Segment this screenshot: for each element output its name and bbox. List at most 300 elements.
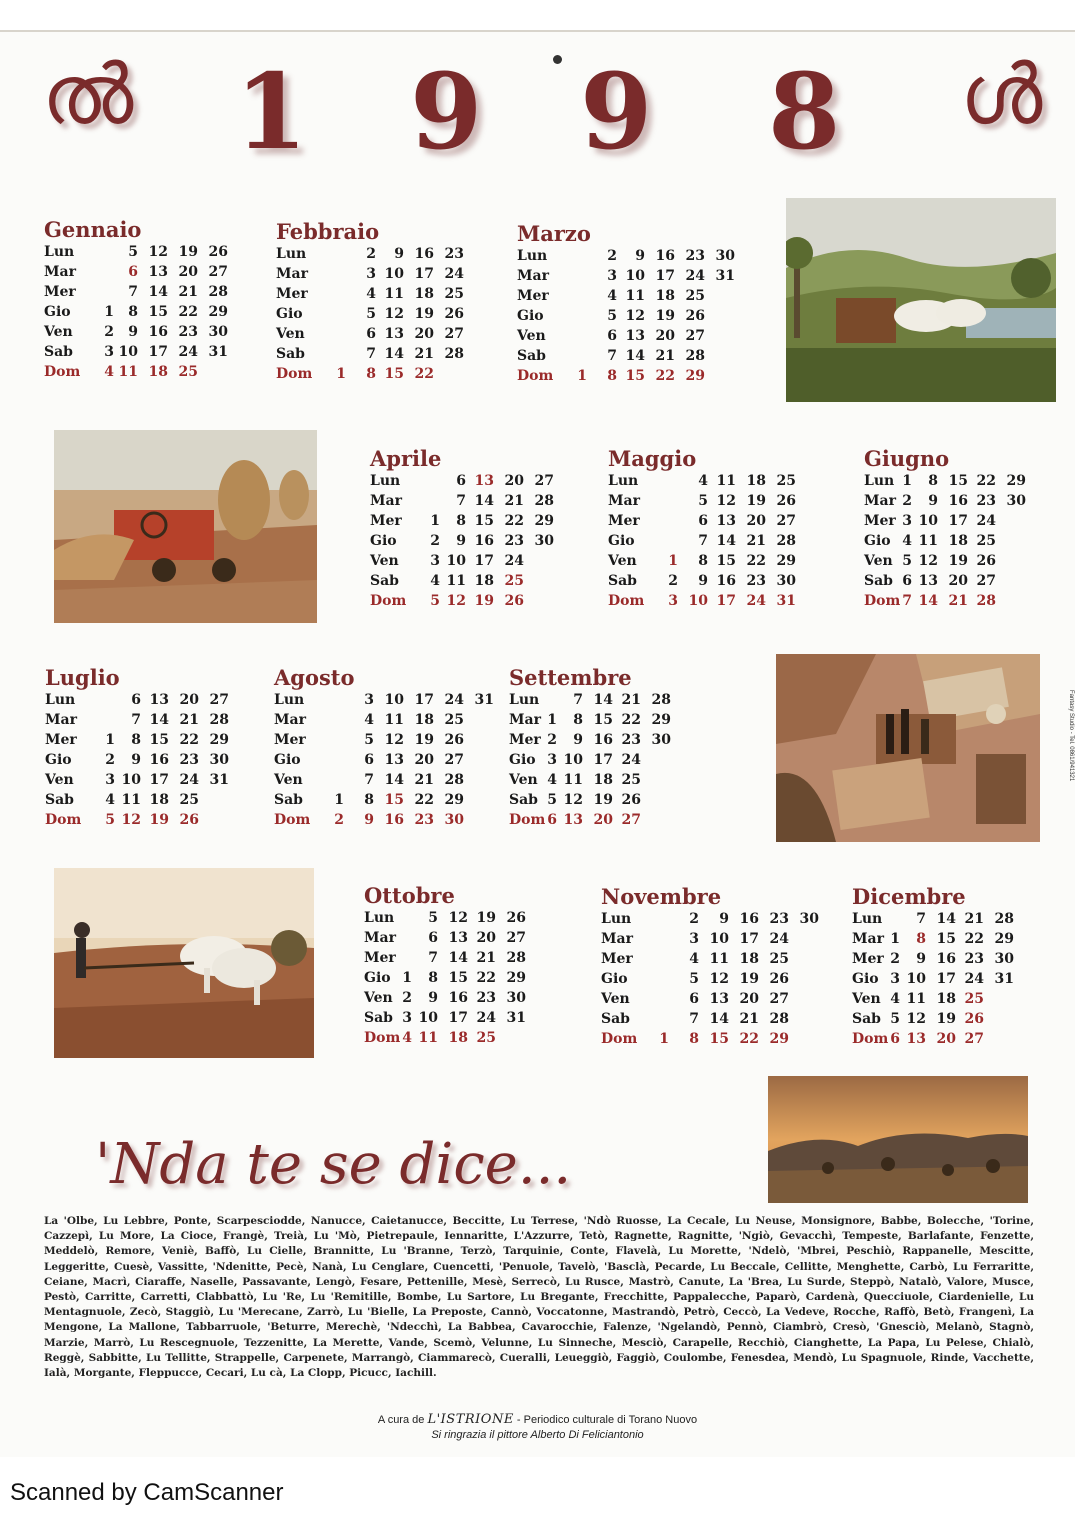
day-name: Gio: [517, 308, 544, 324]
month-maggio: [608, 446, 796, 611]
week-row: [274, 770, 464, 790]
week-row: [517, 326, 705, 346]
week-row: [45, 710, 229, 730]
date-cell: 16: [655, 248, 675, 264]
date-cell: 10: [625, 268, 645, 284]
date-cell: 19: [414, 306, 434, 322]
date-cell: 27: [209, 692, 229, 708]
date-cell: 14: [936, 911, 956, 927]
week-row: [276, 304, 464, 324]
day-name: Sab: [864, 573, 893, 589]
week-row: [852, 1009, 984, 1029]
day-name: Mer: [864, 513, 896, 529]
date-cell: 4: [890, 991, 900, 1007]
date-cell: 21: [746, 533, 766, 549]
week-row: [276, 324, 464, 344]
date-cell: 29: [209, 732, 229, 748]
week-row: [509, 790, 641, 810]
date-cell: 5: [364, 732, 374, 748]
date-cell: 13: [384, 326, 404, 342]
date-cell: 31: [209, 772, 229, 788]
week-row: [44, 302, 228, 322]
date-cell: 16: [149, 752, 169, 768]
week-row: [364, 908, 526, 928]
date-cell: 2: [890, 951, 900, 967]
date-cell: 14: [149, 712, 169, 728]
day-name: Dom: [852, 1031, 889, 1047]
date-cell: 11: [384, 286, 404, 302]
week-row: [601, 1009, 789, 1029]
month-dicembre: [852, 884, 1014, 1049]
day-name: Gio: [364, 970, 391, 986]
date-cell: 21: [655, 348, 675, 364]
week-row: [509, 710, 671, 730]
week-row: [517, 306, 705, 326]
day-name: Gio: [509, 752, 536, 768]
date-cell: 7: [456, 493, 466, 509]
week-row: [864, 471, 1026, 491]
day-name: Dom: [864, 593, 901, 609]
week-row: [364, 948, 526, 968]
date-cell: 11: [418, 1030, 438, 1046]
day-name: Gio: [370, 533, 397, 549]
date-cell: 29: [769, 1031, 789, 1047]
week-row: [364, 968, 526, 988]
date-cell: 20: [746, 513, 766, 529]
week-row: [601, 909, 819, 929]
date-cell: 11: [121, 792, 141, 808]
date-cell: 19: [149, 812, 169, 828]
date-cell: 13: [918, 573, 938, 589]
painting-ox-cart: [786, 198, 1056, 402]
date-cell: 8: [428, 970, 438, 986]
day-name: Dom: [601, 1031, 638, 1047]
week-row: [852, 949, 1014, 969]
date-cell: 17: [936, 971, 956, 987]
week-row: [276, 364, 434, 384]
date-cell: 6: [689, 991, 699, 1007]
date-cell: 1: [577, 368, 587, 384]
date-cell: 4: [364, 712, 374, 728]
date-cell: 24: [769, 931, 789, 947]
date-cell: 9: [394, 246, 404, 262]
date-cell: 21: [504, 493, 524, 509]
date-cell: 4: [698, 473, 708, 489]
date-cell: 25: [685, 288, 705, 304]
date-cell: 26: [769, 971, 789, 987]
month-name: Marzo: [517, 221, 591, 246]
day-name: Ven: [44, 324, 73, 340]
day-name: Sab: [370, 573, 399, 589]
day-name: Dom: [44, 364, 81, 380]
week-row: [509, 690, 671, 710]
date-cell: 24: [685, 268, 705, 284]
week-row: [274, 810, 464, 830]
month-name: Settembre: [509, 665, 632, 690]
day-name: Gio: [274, 752, 301, 768]
day-name: Mar: [44, 264, 76, 280]
date-cell: 27: [964, 1031, 984, 1047]
date-cell: 22: [179, 732, 199, 748]
week-row: [364, 988, 526, 1008]
day-name: Sab: [517, 348, 546, 364]
date-cell: 18: [655, 288, 675, 304]
day-name: Mar: [274, 712, 306, 728]
date-cell: 12: [384, 732, 404, 748]
date-cell: 14: [918, 593, 938, 609]
date-cell: 28: [444, 346, 464, 362]
date-cell: 13: [384, 752, 404, 768]
date-cell: 6: [607, 328, 617, 344]
date-cell: 21: [179, 712, 199, 728]
week-row: [370, 471, 554, 491]
date-cell: 12: [448, 910, 468, 926]
date-cell: 1: [890, 931, 900, 947]
day-name: Dom: [509, 812, 546, 828]
date-cell: 26: [621, 792, 641, 808]
date-cell: 9: [364, 812, 374, 828]
week-row: [601, 929, 789, 949]
week-row: [517, 366, 705, 386]
date-cell: 12: [906, 1011, 926, 1027]
date-cell: 2: [689, 911, 699, 927]
date-cell: 23: [964, 951, 984, 967]
date-cell: 2: [668, 573, 678, 589]
date-cell: 15: [716, 553, 736, 569]
date-cell: 20: [504, 473, 524, 489]
date-cell: 23: [414, 812, 434, 828]
date-cell: 2: [902, 493, 912, 509]
date-cell: 8: [366, 366, 376, 382]
week-row: [364, 1008, 526, 1028]
date-cell: 4: [104, 364, 114, 380]
date-cell: 4: [366, 286, 376, 302]
week-row: [509, 810, 641, 830]
week-row: [44, 282, 228, 302]
day-name: Mer: [509, 732, 541, 748]
date-cell: 16: [474, 533, 494, 549]
date-cell: 26: [685, 308, 705, 324]
date-cell: 13: [709, 991, 729, 1007]
date-cell: 5: [105, 812, 115, 828]
date-cell: 26: [208, 244, 228, 260]
year-digit-3: 9: [580, 50, 653, 173]
date-cell: 20: [476, 930, 496, 946]
date-cell: 6: [428, 930, 438, 946]
date-cell: 7: [128, 284, 138, 300]
year-digit-2: 9: [410, 50, 483, 173]
month-settembre: [509, 665, 671, 830]
date-cell: 27: [506, 930, 526, 946]
date-cell: 25: [179, 792, 199, 808]
date-cell: 29: [651, 712, 671, 728]
day-name: Gio: [601, 971, 628, 987]
date-cell: 10: [384, 266, 404, 282]
date-cell: 23: [621, 732, 641, 748]
day-name: Mar: [370, 493, 402, 509]
date-cell: 7: [607, 348, 617, 364]
date-cell: 13: [716, 513, 736, 529]
date-cell: 31: [994, 971, 1014, 987]
painting-sunset-landscape: [768, 1076, 1028, 1203]
day-name: Dom: [276, 366, 313, 382]
date-cell: 2: [607, 248, 617, 264]
date-cell: 28: [208, 284, 228, 300]
date-cell: 5: [430, 593, 440, 609]
week-row: [517, 286, 705, 306]
date-cell: 11: [446, 573, 466, 589]
day-name: Mar: [852, 931, 884, 947]
credit-thanks: Si ringrazia il pittore Alberto Di Feliciantonio: [431, 1429, 644, 1441]
day-name: Mar: [608, 493, 640, 509]
date-cell: 11: [118, 364, 138, 380]
painting-ploughing: [54, 868, 314, 1058]
date-cell: 24: [476, 1010, 496, 1026]
date-cell: 16: [414, 246, 434, 262]
date-cell: 27: [444, 752, 464, 768]
date-cell: 22: [655, 368, 675, 384]
date-cell: 15: [709, 1031, 729, 1047]
date-cell: 20: [936, 1031, 956, 1047]
date-cell: 18: [948, 533, 968, 549]
date-cell: 19: [178, 244, 198, 260]
date-cell: 13: [149, 692, 169, 708]
date-cell: 5: [366, 306, 376, 322]
week-row: [274, 690, 494, 710]
date-cell: 29: [444, 792, 464, 808]
date-cell: 31: [474, 692, 494, 708]
date-cell: 24: [444, 266, 464, 282]
day-name: Sab: [276, 346, 305, 362]
week-row: [276, 344, 464, 364]
date-cell: 15: [474, 513, 494, 529]
date-cell: 15: [936, 931, 956, 947]
date-cell: 16: [936, 951, 956, 967]
date-cell: 1: [659, 1031, 669, 1047]
date-cell: 1: [430, 513, 440, 529]
date-cell: 26: [444, 732, 464, 748]
date-cell: 8: [689, 1031, 699, 1047]
week-row: [44, 242, 228, 262]
date-cell: 29: [776, 553, 796, 569]
month-name: Aprile: [370, 446, 442, 471]
date-cell: 2: [366, 246, 376, 262]
date-cell: 19: [746, 493, 766, 509]
date-cell: 16: [448, 990, 468, 1006]
week-row: [509, 770, 641, 790]
date-cell: 14: [448, 950, 468, 966]
date-cell: 18: [474, 573, 494, 589]
date-cell: 18: [936, 991, 956, 1007]
day-name: Gio: [276, 306, 303, 322]
week-row: [509, 750, 641, 770]
date-cell: 10: [384, 692, 404, 708]
date-cell: 21: [178, 284, 198, 300]
date-cell: 28: [444, 772, 464, 788]
date-cell: 9: [456, 533, 466, 549]
month-aprile: [370, 446, 554, 611]
date-cell: 8: [573, 712, 583, 728]
date-cell: 21: [621, 692, 641, 708]
date-cell: 15: [384, 792, 404, 808]
day-name: Mer: [45, 732, 77, 748]
date-cell: 28: [769, 1011, 789, 1027]
date-cell: 5: [128, 244, 138, 260]
date-cell: 22: [976, 473, 996, 489]
date-cell: 30: [534, 533, 554, 549]
day-name: Gio: [864, 533, 891, 549]
date-cell: 15: [149, 732, 169, 748]
week-row: [276, 264, 464, 284]
date-cell: 25: [444, 286, 464, 302]
date-cell: 14: [474, 493, 494, 509]
date-cell: 28: [651, 692, 671, 708]
date-cell: 19: [948, 553, 968, 569]
date-cell: 8: [607, 368, 617, 384]
date-cell: 7: [131, 712, 141, 728]
date-cell: 9: [428, 990, 438, 1006]
date-cell: 16: [593, 732, 613, 748]
week-row: [274, 750, 464, 770]
date-cell: 14: [709, 1011, 729, 1027]
date-cell: 5: [428, 910, 438, 926]
date-cell: 24: [178, 344, 198, 360]
date-cell: 28: [976, 593, 996, 609]
date-cell: 28: [776, 533, 796, 549]
date-cell: 8: [128, 304, 138, 320]
date-cell: 6: [902, 573, 912, 589]
date-cell: 24: [746, 593, 766, 609]
date-cell: 9: [916, 951, 926, 967]
month-name: Giugno: [864, 446, 950, 471]
date-cell: 4: [902, 533, 912, 549]
date-cell: 5: [607, 308, 617, 324]
credit-block: [0, 1412, 1075, 1443]
month-name: Gennaio: [44, 217, 142, 242]
date-cell: 20: [948, 573, 968, 589]
day-name: Ven: [370, 553, 399, 569]
date-cell: 26: [964, 1011, 984, 1027]
week-row: [608, 571, 796, 591]
date-cell: 26: [506, 910, 526, 926]
day-name: Lun: [509, 692, 540, 708]
studio-side-label: Fantasy Studio - Tel. 0861/941321: [1068, 690, 1074, 782]
date-cell: 19: [474, 593, 494, 609]
date-cell: 12: [563, 792, 583, 808]
date-cell: 3: [890, 971, 900, 987]
date-cell: 12: [148, 244, 168, 260]
date-cell: 18: [414, 286, 434, 302]
date-cell: 15: [148, 304, 168, 320]
date-cell: 1: [668, 553, 678, 569]
week-row: [608, 551, 796, 571]
week-row: [601, 1029, 789, 1049]
date-cell: 28: [994, 911, 1014, 927]
date-cell: 8: [131, 732, 141, 748]
date-cell: 14: [593, 692, 613, 708]
day-name: Mar: [509, 712, 541, 728]
date-cell: 30: [208, 324, 228, 340]
date-cell: 11: [906, 991, 926, 1007]
date-cell: 22: [964, 931, 984, 947]
date-cell: 29: [994, 931, 1014, 947]
day-name: Lun: [852, 911, 883, 927]
date-cell: 13: [474, 473, 494, 489]
date-cell: 12: [716, 493, 736, 509]
date-cell: 9: [131, 752, 141, 768]
date-cell: 25: [769, 951, 789, 967]
week-row: [852, 1029, 984, 1049]
date-cell: 19: [936, 1011, 956, 1027]
date-cell: 20: [593, 812, 613, 828]
week-row: [45, 810, 199, 830]
week-row: [274, 790, 464, 810]
date-cell: 1: [334, 792, 344, 808]
date-cell: 23: [178, 324, 198, 340]
date-cell: 5: [547, 792, 557, 808]
week-row: [852, 969, 1014, 989]
date-cell: 28: [506, 950, 526, 966]
date-cell: 20: [179, 692, 199, 708]
date-cell: 27: [534, 473, 554, 489]
week-row: [45, 750, 229, 770]
date-cell: 3: [607, 268, 617, 284]
date-cell: 8: [456, 513, 466, 529]
date-cell: 3: [104, 344, 114, 360]
date-cell: 28: [534, 493, 554, 509]
date-cell: 31: [715, 268, 735, 284]
date-cell: 5: [698, 493, 708, 509]
date-cell: 7: [902, 593, 912, 609]
date-cell: 22: [414, 366, 434, 382]
month-marzo: [517, 221, 735, 386]
date-cell: 19: [655, 308, 675, 324]
date-cell: 22: [476, 970, 496, 986]
date-cell: 12: [384, 306, 404, 322]
date-cell: 29: [208, 304, 228, 320]
week-row: [864, 511, 996, 531]
week-row: [864, 531, 996, 551]
date-cell: 4: [105, 792, 115, 808]
scanner-watermark: Scanned by CamScanner: [10, 1479, 284, 1506]
date-cell: 1: [402, 970, 412, 986]
date-cell: 17: [655, 268, 675, 284]
date-cell: 12: [918, 553, 938, 569]
week-row: [608, 471, 796, 491]
week-row: [852, 929, 1014, 949]
date-cell: 11: [709, 951, 729, 967]
date-cell: 30: [799, 911, 819, 927]
day-name: Gio: [852, 971, 879, 987]
week-row: [44, 362, 198, 382]
month-febbraio: [276, 219, 464, 384]
day-name: Lun: [276, 246, 307, 262]
date-cell: 3: [366, 266, 376, 282]
date-cell: 17: [414, 266, 434, 282]
day-name: Sab: [509, 792, 538, 808]
date-cell: 17: [149, 772, 169, 788]
date-cell: 30: [776, 573, 796, 589]
date-cell: 10: [918, 513, 938, 529]
date-cell: 4: [689, 951, 699, 967]
right-flourish-icon: ൾ: [960, 48, 1043, 143]
week-row: [364, 1028, 496, 1048]
date-cell: 7: [689, 1011, 699, 1027]
week-row: [276, 284, 464, 304]
date-cell: 6: [890, 1031, 900, 1047]
date-cell: 14: [384, 772, 404, 788]
day-name: Dom: [274, 812, 311, 828]
